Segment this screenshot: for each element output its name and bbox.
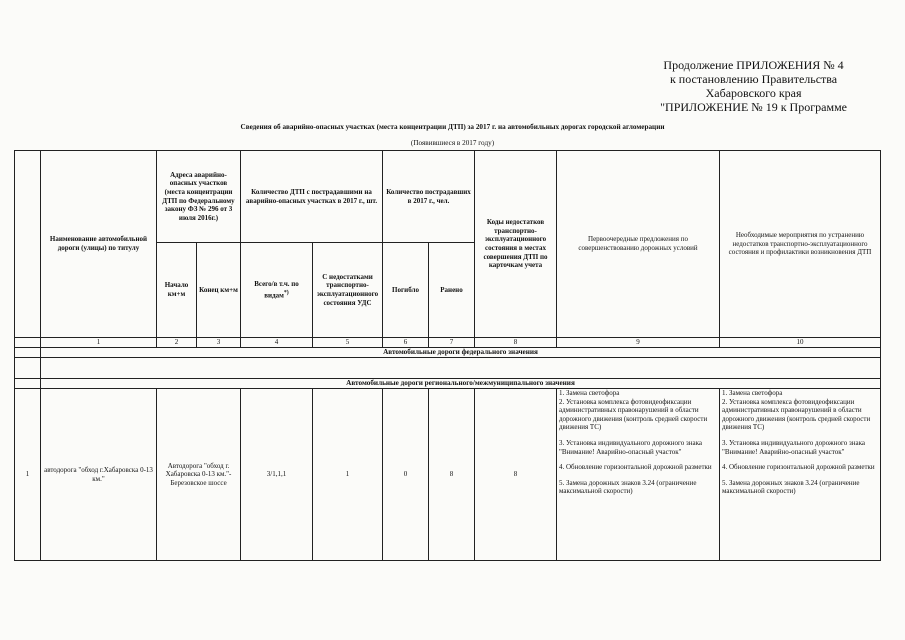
priority-item: 3. Установка индивидуального дорожного знака "Внимание! Аварийно-опасный участок": [559, 438, 702, 456]
measure-item: 3. Установка индивидуального дорожного знака "Внимание! Аварийно-опасный участок": [722, 438, 865, 456]
col-end-header: Конец км+м: [197, 243, 241, 338]
col-num-cell: 8: [475, 338, 557, 348]
section-spacer-cell: [15, 379, 41, 389]
section-row-regional: [15, 379, 881, 389]
road-name-cell: автодорога "обход г.Хабаровска 0-13 км.": [41, 389, 157, 561]
header-line-2: к постановлению Правительства: [669, 72, 838, 86]
section-spacer-cell: [15, 348, 41, 358]
injured-cell: 8: [429, 389, 475, 561]
col-injured-header: Ранено: [429, 243, 475, 338]
table-row: [15, 389, 881, 561]
col-num-cell: 6: [383, 338, 429, 348]
col-num-cell: 9: [557, 338, 720, 348]
header-line-3: Хабаровского края: [705, 86, 802, 100]
section-row-federal: [15, 348, 881, 358]
section-federal-label: Автомобильные дороги федерального значения: [41, 348, 881, 358]
col-num-cell: 3: [197, 338, 241, 348]
measure-item: 2. Установка комплекса фотовидеофиксации административных правонарушений в области дорожного движения (контроль средней скорости движения ТС): [722, 397, 871, 432]
col-num-cell: 7: [429, 338, 475, 348]
empty-cell: [41, 358, 881, 379]
col-killed-header: Погибло: [383, 243, 429, 338]
col-index-header: [15, 151, 41, 338]
col-start-header: Начало км+м: [157, 243, 197, 338]
appendix-header: [660, 58, 847, 114]
row-index: 1: [15, 389, 41, 561]
col-num-cell: [15, 338, 41, 348]
priority-item: 4. Обновление горизонтальной дорожной разметки: [559, 463, 712, 472]
col-dtp-count-header: Количество ДТП с пострадавшими на аварийно-опасных участках в 2017 г., шт.: [241, 151, 383, 243]
header-line-4: "ПРИЛОЖЕНИЕ № 19 к Программе: [660, 100, 847, 114]
priority-cell: [557, 389, 720, 561]
accident-sites-table: [14, 150, 881, 561]
header-line-1: Продолжение ПРИЛОЖЕНИЯ № 4: [663, 58, 844, 72]
header-row-1: [15, 151, 881, 243]
measure-item: 1. Замена светофора: [722, 389, 783, 397]
col-num-cell: 10: [720, 338, 881, 348]
col-defects-header: С недостатками транспортно-эксплуатационного состояния УДС: [313, 243, 383, 338]
total-cell: 3/1,1,1: [241, 389, 313, 561]
col-measures-header: Необходимые мероприятия по устранению недостатков транспортно-эксплуатационного состояния и профилактики возникновения ДТП: [720, 151, 881, 338]
measure-item: 5. Замена дорожных знаков 3.24 (ограничение максимальной скорости): [722, 478, 860, 496]
empty-row: [15, 358, 881, 379]
priority-item: 5. Замена дорожных знаков 3.24 (ограничение максимальной скорости): [559, 478, 697, 496]
priority-item: 2. Установка комплекса фотовидеофиксации административных правонарушений в области дорожного движения (контроль средней скорости движения ТС): [559, 397, 708, 432]
priority-item: 1. Замена светофора: [559, 389, 620, 397]
col-priority-header: Первоочередные предложения по совершенствованию дорожных условий: [557, 151, 720, 338]
col-total-header: Всего/в т.ч. по видам*): [241, 243, 313, 338]
col-num-cell: 5: [313, 338, 383, 348]
measure-item: 4. Обновление горизонтальной дорожной разметки: [722, 463, 875, 472]
col-addresses-header: Адреса аварийно-опасных участков (места концентрации ДТП по Федеральному закону ФЗ № 296 от 3 июля 2016г.): [157, 151, 241, 243]
empty-cell: [15, 358, 41, 379]
col-num-cell: 1: [41, 338, 157, 348]
defects-cell: 1: [313, 389, 383, 561]
section-regional-label: Автомобильные дороги регионального/межмуниципального значения: [41, 379, 881, 389]
address-cell: Автодорога "обход г. Хабаровска 0-13 км."-Березовское шоссе: [157, 389, 241, 561]
col-victims-header: Количество пострадавших в 2017 г., чел.: [383, 151, 475, 243]
column-numbers-row: [15, 338, 881, 348]
col-road-name-header: Наименование автомобильной дороги (улицы) по титулу: [41, 151, 157, 338]
col-codes-header: Коды недостатков транспортно-эксплуатационного состояния в местах совершения ДТП по карточкам учета: [475, 151, 557, 338]
killed-cell: 0: [383, 389, 429, 561]
col-num-cell: 4: [241, 338, 313, 348]
measures-cell: [720, 389, 881, 561]
codes-cell: 8: [475, 389, 557, 561]
document-subtitle: (Появившиеся в 2017 году): [410, 139, 495, 147]
col-num-cell: 2: [157, 338, 197, 348]
document-title: Сведения об аварийно-опасных участках (места концентрации ДТП) за 2017 г. на автомобильных дорогах городской агломерации: [240, 123, 665, 131]
